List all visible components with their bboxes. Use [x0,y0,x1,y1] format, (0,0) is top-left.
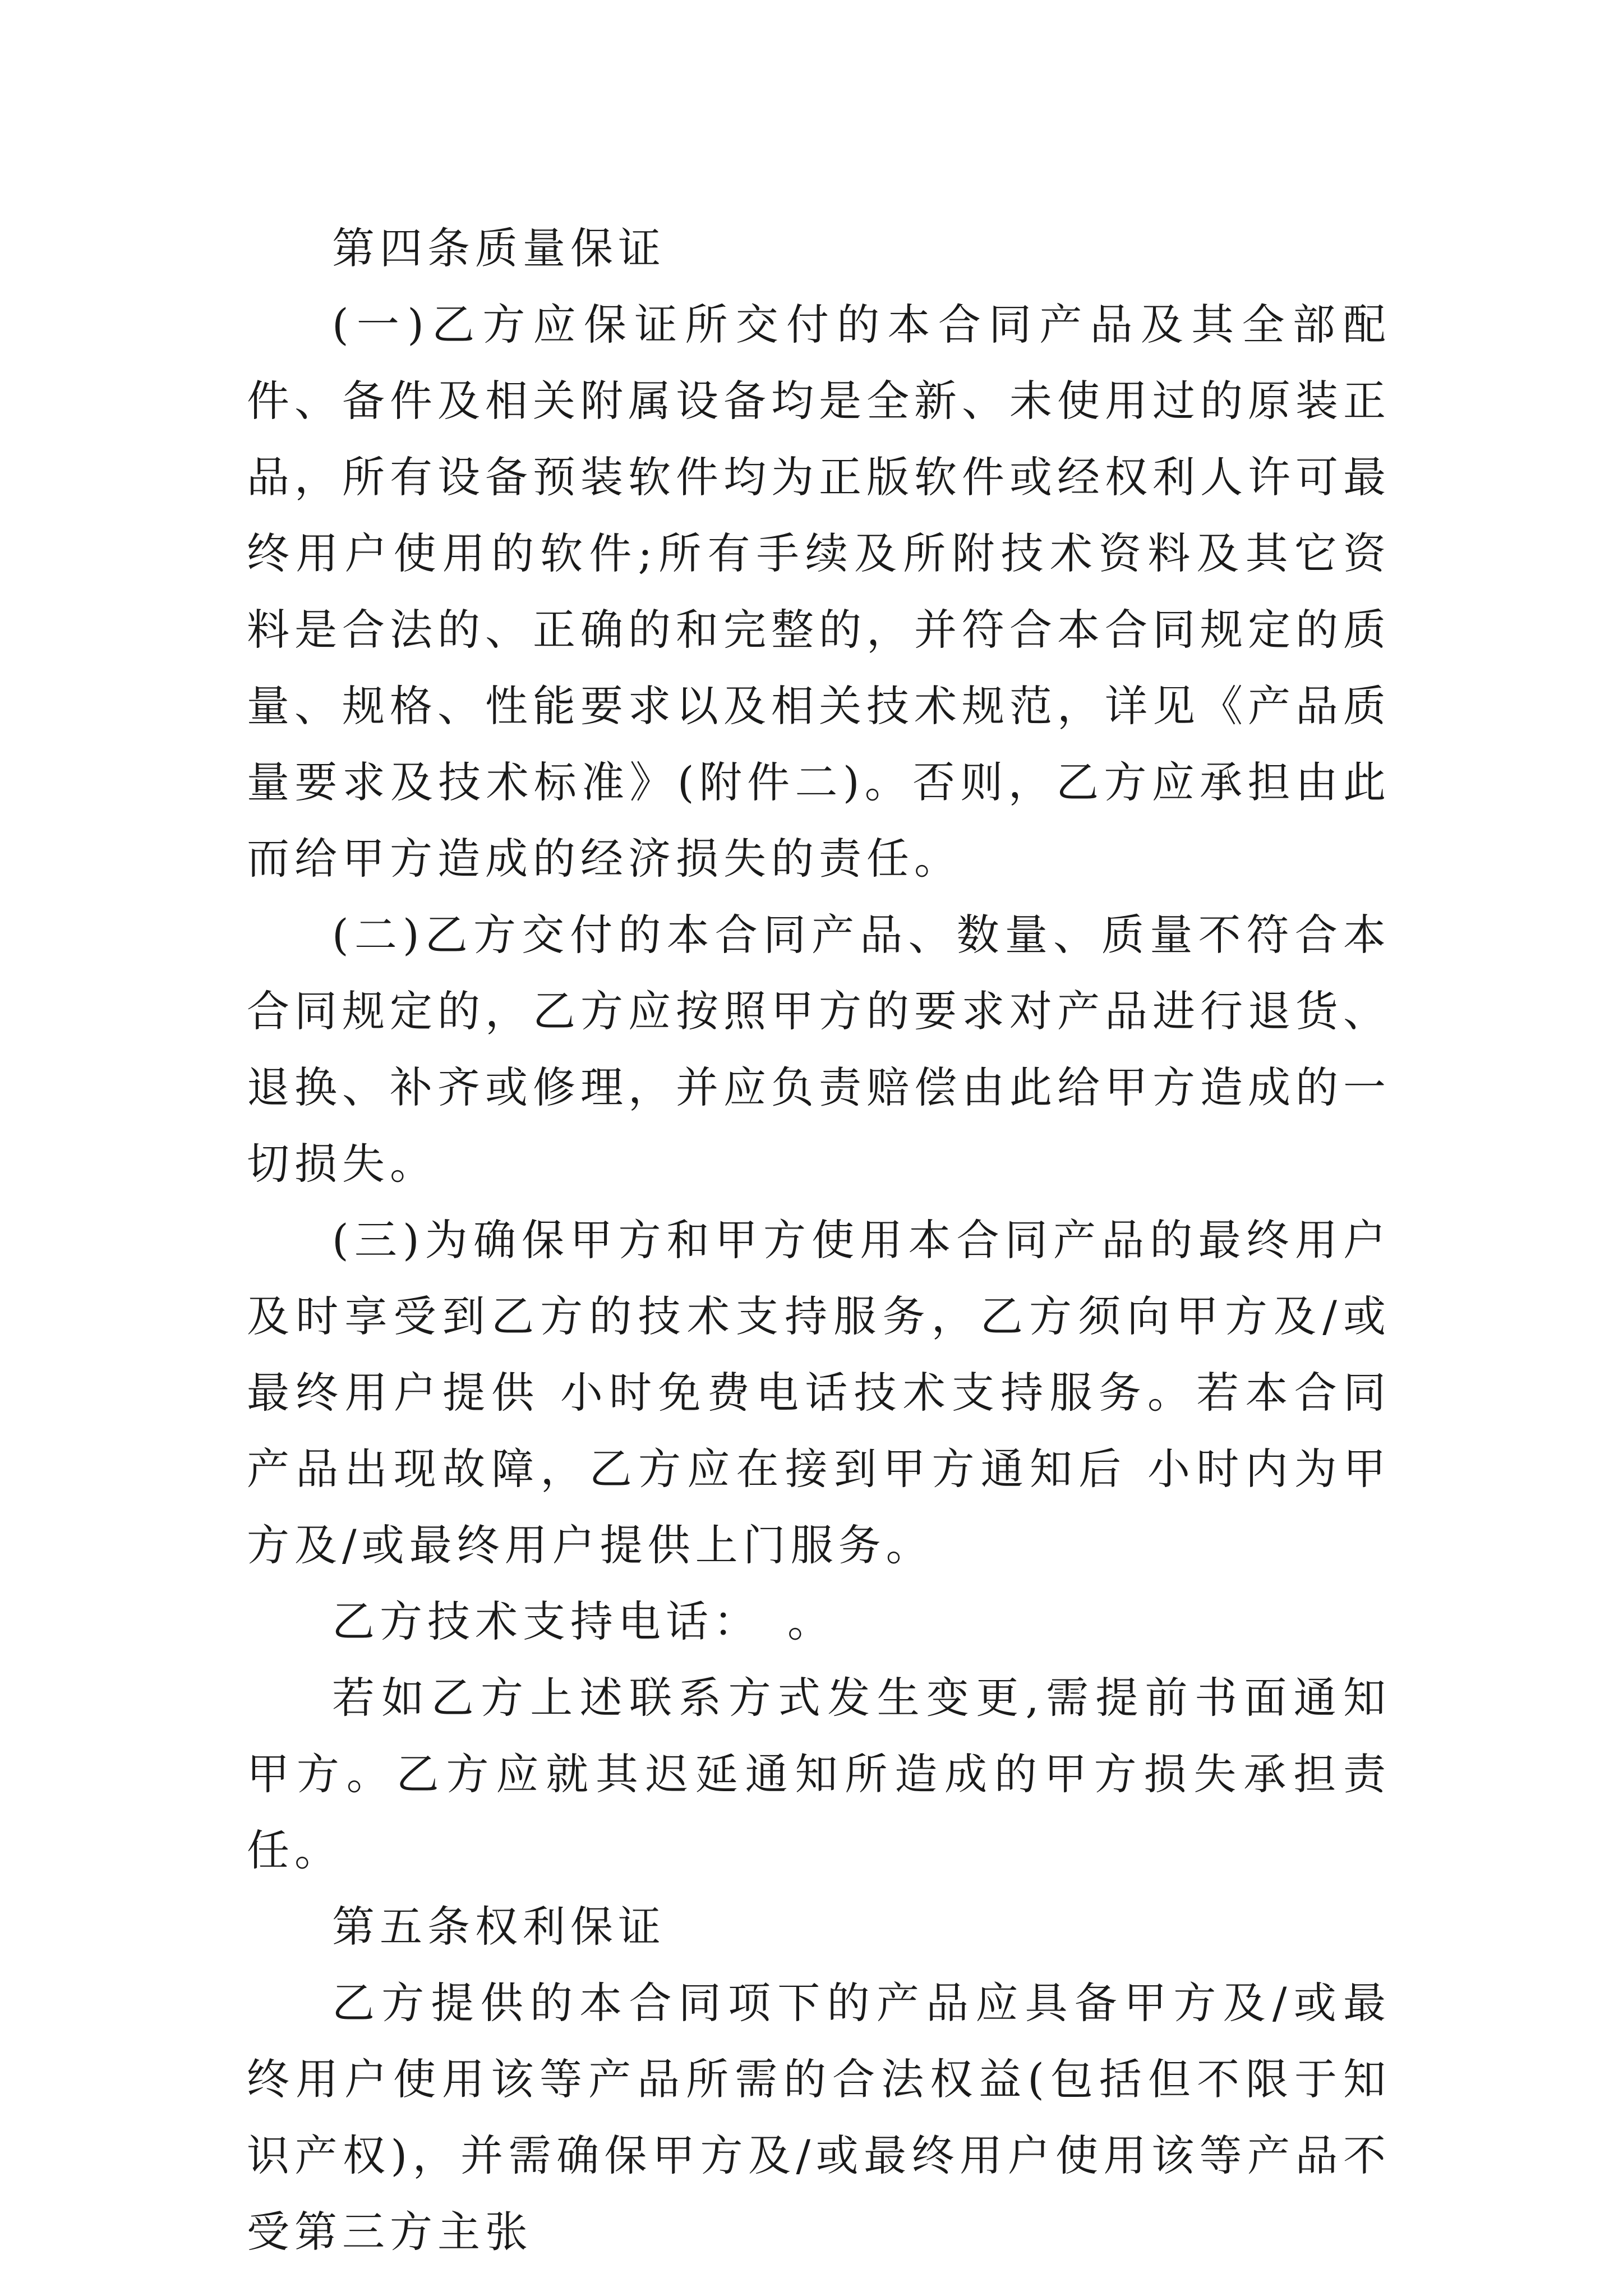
paragraph-rights-guarantee: 乙方提供的本合同项下的产品应具备甲方及/或最终用户使用该等产品所需的合法权益(包括但不限于知识产权)，并需确保甲方及/或最终用户使用该等产品不受第三方主张 [247,1978,1391,2257]
paragraph-quality-clause-2: (二)乙方交付的本合同产品、数量、质量不符合本合同规定的，乙方应按照甲方的要求对产品进行退货、退换、补齐或修理，并应负责赔偿由此给甲方造成的一切损失。 [247,910,1391,1189]
document-body [247,210,1391,2270]
section-heading-article-4: 第四条质量保证 [332,223,666,273]
paragraph-quality-clause-1: (一)乙方应保证所交付的本合同产品及其全部配件、备件及相关附属设备均是全新、未使用过的原装正品，所有设备预装软件均为正版软件或经权利人许可最终用户使用的软件;所有手续及所附技术资料及其它资料是合法的、正确的和完整的，并符合本合同规定的质量、规格、性能要求以及相关技术规范，详见《产品质量要求及技术标准》(附件二)。否则，乙方应承担由此而给甲方造成的经济损失的责任。 [247,300,1391,884]
section-heading-article-5: 第五条权利保证 [332,1902,666,1952]
paragraph-support-phone: 乙方技术支持电话： 。 [332,1596,835,1646]
paragraph-quality-clause-3: (三)为确保甲方和甲方使用本合同产品的最终用户及时享受到乙方的技术支持服务，乙方须向甲方及/或最终用户提供 小时免费电话技术支持服务。若本合同产品出现故障，乙方应在接到甲方通知后 小时内为甲方及/或最终用户提供上门服务。 [247,1215,1391,1570]
paragraph-contact-change: 若如乙方上述联系方式发生变更,需提前书面通知甲方。乙方应就其迟延通知所造成的甲方损失承担责任。 [247,1673,1391,1875]
